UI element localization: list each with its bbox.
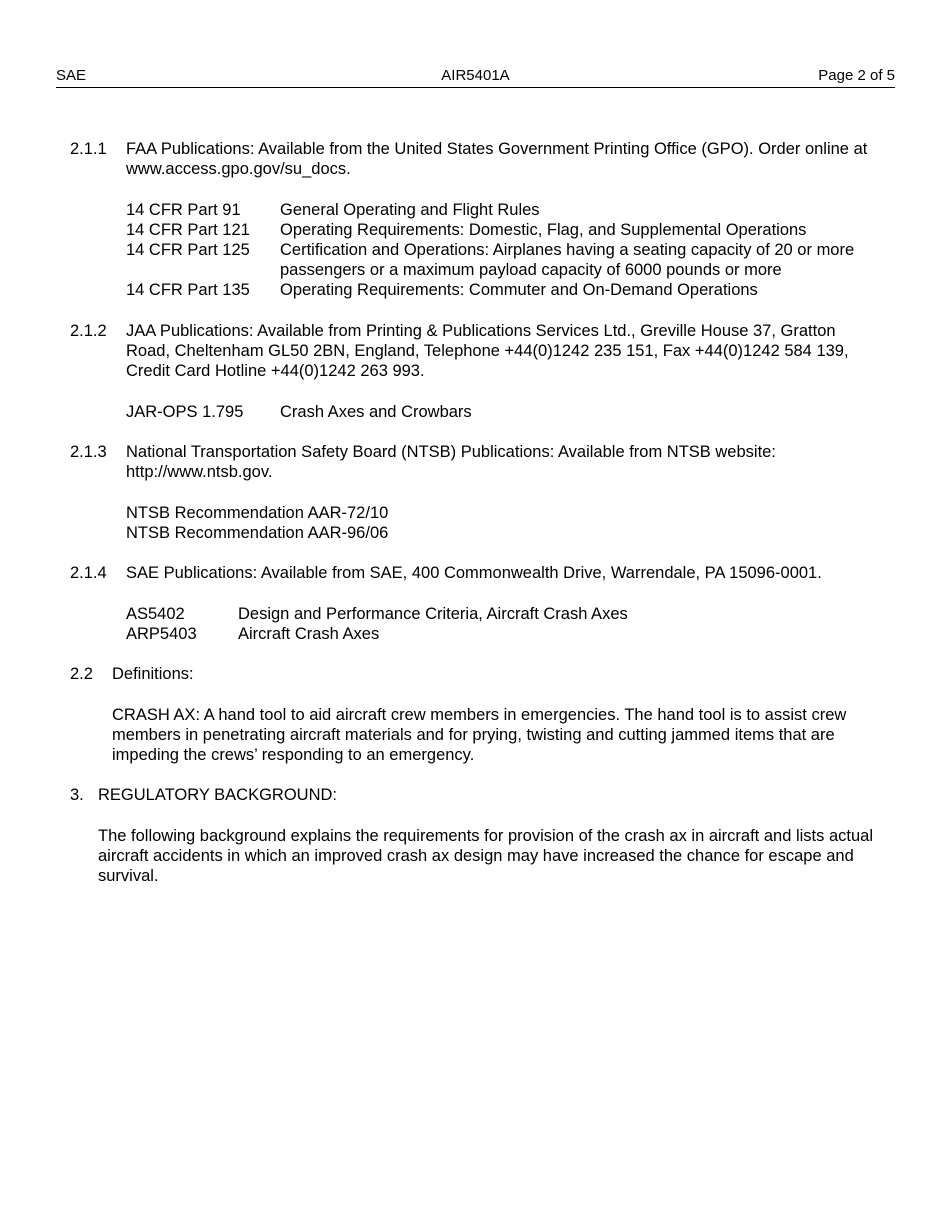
definition-text: CRASH AX: A hand tool to aid aircraft crew members in emergencies. The hand tool is to assist crew members in penetrating aircraft materials and for prying, twisting and cutting jammed items that are impeding the crews’ responding to an emergency. [112,705,847,764]
section-2-1-3 [70,442,880,543]
section-2-2 [70,664,880,765]
document-body [70,139,880,907]
reference-title: Operating Requirements: Domestic, Flag, and Supplemental Operations [280,220,807,239]
section-number: 2.1.4 [70,564,107,583]
header-document-number: AIR5401A [441,67,510,84]
page-header [56,67,895,88]
header-organization: SAE [56,67,87,84]
section-number: 2.1.2 [70,321,107,340]
section-number: 2.2 [70,665,93,684]
reference-title: Aircraft Crash Axes [238,624,380,643]
reference-list [126,200,880,301]
reference-code: 14 CFR Part 91 [126,200,241,219]
section-3 [70,785,880,886]
section-number: 2.1.1 [70,140,107,158]
section-text: The following background explains the requirements for provision of the crash ax in aircraft and lists actual aircraft accidents in which an improved crash ax design may have increased the chance for escape and survival. [98,826,873,886]
reference-row [126,402,880,422]
recommendation-item: NTSB Recommendation AAR-96/06 [126,523,389,542]
reference-title: Design and Performance Criteria, Aircraft Crash Axes [238,604,628,623]
section-2-1-4 [70,563,880,644]
section-text: National Transportation Safety Board (NTSB) Publications: Available from NTSB website: http://www.ntsb.gov. [126,442,776,482]
reference-row [126,280,880,300]
reference-title: Operating Requirements: Commuter and On-Demand Operations [280,281,758,300]
reference-list [126,402,880,422]
reference-list [126,604,880,644]
section-2-1-2 [70,321,880,422]
section-2-1-1 [70,139,880,301]
section-text: FAA Publications: Available from the United States Government Printing Office (GPO). Order online at www.access.gpo.gov/su_docs. [126,140,868,179]
reference-row [126,220,880,240]
reference-title: Certification and Operations: Airplanes having a seating capacity of 20 or more passengers or a maximum payload capacity of 6000 pounds or more [280,241,855,280]
reference-code: 14 CFR Part 125 [126,241,250,259]
section-number: 2.1.3 [70,442,107,461]
reference-row [126,200,880,220]
reference-title: General Operating and Flight Rules [280,200,540,219]
reference-code: 14 CFR Part 135 [126,281,250,300]
reference-row [126,604,880,624]
reference-code: JAR-OPS 1.795 [126,402,244,421]
recommendation-item: NTSB Recommendation AAR-72/10 [126,503,389,522]
section-heading: REGULATORY BACKGROUND: [98,786,338,805]
section-number: 3. [70,786,84,805]
reference-code: 14 CFR Part 121 [126,220,250,239]
reference-row [126,624,880,644]
reference-code: AS5402 [126,604,185,623]
section-heading: Definitions: [112,665,194,684]
recommendation-list [126,503,880,543]
reference-row [126,240,880,280]
reference-code: ARP5403 [126,624,197,643]
section-text: JAA Publications: Available from Printing & Publications Services Ltd., Greville House 37, Gratton Road, Cheltenham GL50 2BN, England, Telephone +44(0)1242 235 151, Fax +44(0)1242 584 139, Credit Card Hotline +44(0)1242 263 993. [126,321,849,381]
section-text: SAE Publications: Available from SAE, 400 Commonwealth Drive, Warrendale, PA 15096-0001. [126,564,822,583]
header-page-number: Page 2 of 5 [818,67,895,84]
reference-title: Crash Axes and Crowbars [280,402,472,421]
